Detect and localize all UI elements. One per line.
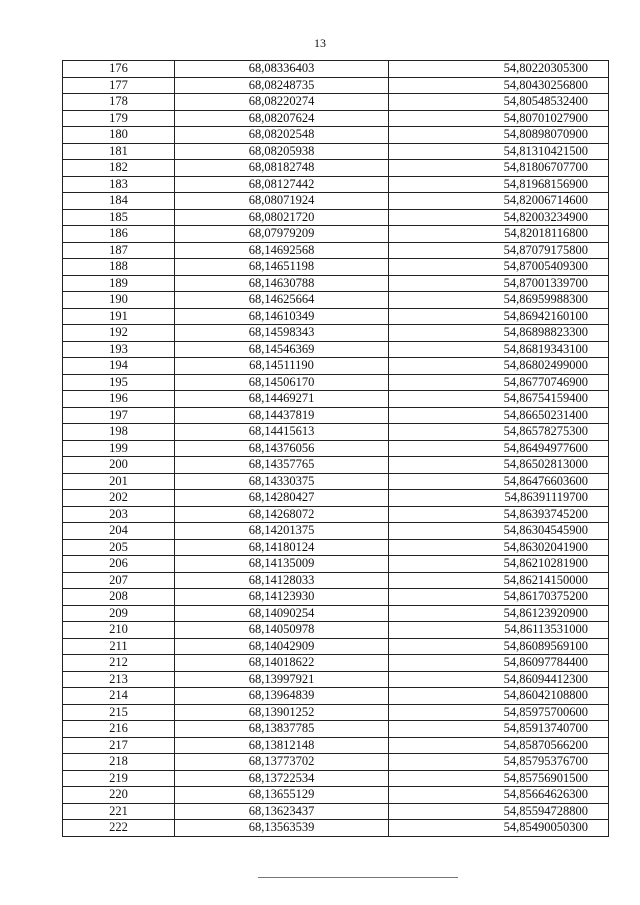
- table-row: [63, 61, 609, 78]
- point-number-cell: 209: [63, 605, 175, 622]
- point-number-cell: 188: [63, 259, 175, 276]
- coordinates-table: [62, 60, 609, 837]
- point-number-cell: 222: [63, 820, 175, 837]
- x-coordinate-cell: 68,14268072: [175, 506, 389, 523]
- y-coordinate-cell: 54,80430256800: [389, 77, 609, 94]
- point-number-cell: 203: [63, 506, 175, 523]
- table-row: [63, 325, 609, 342]
- point-number-cell: 220: [63, 787, 175, 804]
- x-coordinate-cell: 68,14598343: [175, 325, 389, 342]
- y-coordinate-cell: 54,85975700600: [389, 704, 609, 721]
- y-coordinate-cell: 54,86302041900: [389, 539, 609, 556]
- y-coordinate-cell: 54,82018116800: [389, 226, 609, 243]
- y-coordinate-cell: 54,85913740700: [389, 721, 609, 738]
- x-coordinate-cell: 68,14610349: [175, 308, 389, 325]
- y-coordinate-cell: 54,86094412300: [389, 671, 609, 688]
- table-row: [63, 605, 609, 622]
- table-row: [63, 358, 609, 375]
- point-number-cell: 192: [63, 325, 175, 342]
- point-number-cell: 193: [63, 341, 175, 358]
- point-number-cell: 186: [63, 226, 175, 243]
- y-coordinate-cell: 54,86898823300: [389, 325, 609, 342]
- point-number-cell: 189: [63, 275, 175, 292]
- table-row: [63, 424, 609, 441]
- point-number-cell: 199: [63, 440, 175, 457]
- y-coordinate-cell: 54,86770746900: [389, 374, 609, 391]
- table-row: [63, 308, 609, 325]
- y-coordinate-cell: 54,86097784400: [389, 655, 609, 672]
- y-coordinate-cell: 54,81968156900: [389, 176, 609, 193]
- x-coordinate-cell: 68,13773702: [175, 754, 389, 771]
- y-coordinate-cell: 54,85490050300: [389, 820, 609, 837]
- y-coordinate-cell: 54,85795376700: [389, 754, 609, 771]
- point-number-cell: 190: [63, 292, 175, 309]
- point-number-cell: 214: [63, 688, 175, 705]
- y-coordinate-cell: 54,86042108800: [389, 688, 609, 705]
- x-coordinate-cell: 68,13563539: [175, 820, 389, 837]
- footer-divider: [258, 877, 458, 878]
- x-coordinate-cell: 68,14376056: [175, 440, 389, 457]
- y-coordinate-cell: 54,86391119700: [389, 490, 609, 507]
- table-row: [63, 193, 609, 210]
- y-coordinate-cell: 54,85870566200: [389, 737, 609, 754]
- y-coordinate-cell: 54,86502813000: [389, 457, 609, 474]
- y-coordinate-cell: 54,86476603600: [389, 473, 609, 490]
- table-row: [63, 770, 609, 787]
- y-coordinate-cell: 54,87079175800: [389, 242, 609, 259]
- table-row: [63, 127, 609, 144]
- point-number-cell: 202: [63, 490, 175, 507]
- y-coordinate-cell: 54,87001339700: [389, 275, 609, 292]
- table-row: [63, 209, 609, 226]
- x-coordinate-cell: 68,13837785: [175, 721, 389, 738]
- y-coordinate-cell: 54,86494977600: [389, 440, 609, 457]
- point-number-cell: 185: [63, 209, 175, 226]
- table-row: [63, 704, 609, 721]
- y-coordinate-cell: 54,86123920900: [389, 605, 609, 622]
- table-row: [63, 440, 609, 457]
- x-coordinate-cell: 68,14201375: [175, 523, 389, 540]
- table-row: [63, 523, 609, 540]
- table-row: [63, 490, 609, 507]
- y-coordinate-cell: 54,86089569100: [389, 638, 609, 655]
- table-row: [63, 688, 609, 705]
- x-coordinate-cell: 68,14546369: [175, 341, 389, 358]
- point-number-cell: 200: [63, 457, 175, 474]
- y-coordinate-cell: 54,86754159400: [389, 391, 609, 408]
- point-number-cell: 201: [63, 473, 175, 490]
- point-number-cell: 183: [63, 176, 175, 193]
- y-coordinate-cell: 54,86802499000: [389, 358, 609, 375]
- x-coordinate-cell: 68,13655129: [175, 787, 389, 804]
- x-coordinate-cell: 68,13812148: [175, 737, 389, 754]
- x-coordinate-cell: 68,14135009: [175, 556, 389, 573]
- x-coordinate-cell: 68,13997921: [175, 671, 389, 688]
- point-number-cell: 212: [63, 655, 175, 672]
- point-number-cell: 198: [63, 424, 175, 441]
- table-row: [63, 787, 609, 804]
- x-coordinate-cell: 68,14511190: [175, 358, 389, 375]
- table-row: [63, 77, 609, 94]
- table-row: [63, 655, 609, 672]
- x-coordinate-cell: 68,14357765: [175, 457, 389, 474]
- table-row: [63, 341, 609, 358]
- point-number-cell: 195: [63, 374, 175, 391]
- table-row: [63, 259, 609, 276]
- x-coordinate-cell: 68,08182748: [175, 160, 389, 177]
- y-coordinate-cell: 54,86210281900: [389, 556, 609, 573]
- point-number-cell: 219: [63, 770, 175, 787]
- x-coordinate-cell: 68,13722534: [175, 770, 389, 787]
- y-coordinate-cell: 54,86578275300: [389, 424, 609, 441]
- x-coordinate-cell: 68,08220274: [175, 94, 389, 111]
- x-coordinate-cell: 68,13623437: [175, 803, 389, 820]
- point-number-cell: 204: [63, 523, 175, 540]
- table-row: [63, 721, 609, 738]
- x-coordinate-cell: 68,08207624: [175, 110, 389, 127]
- table-row: [63, 473, 609, 490]
- point-number-cell: 206: [63, 556, 175, 573]
- y-coordinate-cell: 54,86170375200: [389, 589, 609, 606]
- x-coordinate-cell: 68,14469271: [175, 391, 389, 408]
- point-number-cell: 180: [63, 127, 175, 144]
- x-coordinate-cell: 68,08248735: [175, 77, 389, 94]
- x-coordinate-cell: 68,08205938: [175, 143, 389, 160]
- point-number-cell: 215: [63, 704, 175, 721]
- point-number-cell: 181: [63, 143, 175, 160]
- point-number-cell: 211: [63, 638, 175, 655]
- y-coordinate-cell: 54,80220305300: [389, 61, 609, 78]
- x-coordinate-cell: 68,13964839: [175, 688, 389, 705]
- table-row: [63, 539, 609, 556]
- y-coordinate-cell: 54,85756901500: [389, 770, 609, 787]
- table-row: [63, 572, 609, 589]
- table-row: [63, 94, 609, 111]
- table-row: [63, 820, 609, 837]
- table-row: [63, 671, 609, 688]
- table-row: [63, 275, 609, 292]
- table-row: [63, 506, 609, 523]
- point-number-cell: 218: [63, 754, 175, 771]
- table-row: [63, 803, 609, 820]
- point-number-cell: 179: [63, 110, 175, 127]
- x-coordinate-cell: 68,14692568: [175, 242, 389, 259]
- x-coordinate-cell: 68,14050978: [175, 622, 389, 639]
- y-coordinate-cell: 54,81806707700: [389, 160, 609, 177]
- point-number-cell: 194: [63, 358, 175, 375]
- table-row: [63, 292, 609, 309]
- table-row: [63, 589, 609, 606]
- point-number-cell: 210: [63, 622, 175, 639]
- table-row: [63, 638, 609, 655]
- point-number-cell: 187: [63, 242, 175, 259]
- x-coordinate-cell: 68,08021720: [175, 209, 389, 226]
- point-number-cell: 208: [63, 589, 175, 606]
- point-number-cell: 177: [63, 77, 175, 94]
- y-coordinate-cell: 54,80701027900: [389, 110, 609, 127]
- x-coordinate-cell: 68,14180124: [175, 539, 389, 556]
- x-coordinate-cell: 68,08071924: [175, 193, 389, 210]
- point-number-cell: 205: [63, 539, 175, 556]
- y-coordinate-cell: 54,86113531000: [389, 622, 609, 639]
- table-row: [63, 391, 609, 408]
- x-coordinate-cell: 68,14506170: [175, 374, 389, 391]
- y-coordinate-cell: 54,86650231400: [389, 407, 609, 424]
- point-number-cell: 213: [63, 671, 175, 688]
- x-coordinate-cell: 68,14042909: [175, 638, 389, 655]
- y-coordinate-cell: 54,86304545900: [389, 523, 609, 540]
- table-row: [63, 226, 609, 243]
- point-number-cell: 182: [63, 160, 175, 177]
- point-number-cell: 196: [63, 391, 175, 408]
- x-coordinate-cell: 68,14280427: [175, 490, 389, 507]
- table-row: [63, 407, 609, 424]
- point-number-cell: 178: [63, 94, 175, 111]
- table-row: [63, 374, 609, 391]
- y-coordinate-cell: 54,82003234900: [389, 209, 609, 226]
- table-row: [63, 556, 609, 573]
- y-coordinate-cell: 54,86959988300: [389, 292, 609, 309]
- y-coordinate-cell: 54,80548532400: [389, 94, 609, 111]
- x-coordinate-cell: 68,14437819: [175, 407, 389, 424]
- table-row: [63, 143, 609, 160]
- y-coordinate-cell: 54,86819343100: [389, 341, 609, 358]
- x-coordinate-cell: 68,14128033: [175, 572, 389, 589]
- page-number: 13: [314, 36, 326, 50]
- y-coordinate-cell: 54,87005409300: [389, 259, 609, 276]
- table-row: [63, 737, 609, 754]
- point-number-cell: 184: [63, 193, 175, 210]
- x-coordinate-cell: 68,14625664: [175, 292, 389, 309]
- x-coordinate-cell: 68,14630788: [175, 275, 389, 292]
- y-coordinate-cell: 54,86214150000: [389, 572, 609, 589]
- y-coordinate-cell: 54,85594728800: [389, 803, 609, 820]
- y-coordinate-cell: 54,82006714600: [389, 193, 609, 210]
- y-coordinate-cell: 54,80898070900: [389, 127, 609, 144]
- x-coordinate-cell: 68,08336403: [175, 61, 389, 78]
- table-row: [63, 160, 609, 177]
- x-coordinate-cell: 68,14415613: [175, 424, 389, 441]
- point-number-cell: 176: [63, 61, 175, 78]
- y-coordinate-cell: 54,86942160100: [389, 308, 609, 325]
- point-number-cell: 197: [63, 407, 175, 424]
- table-row: [63, 622, 609, 639]
- x-coordinate-cell: 68,07979209: [175, 226, 389, 243]
- table-row: [63, 457, 609, 474]
- y-coordinate-cell: 54,85664626300: [389, 787, 609, 804]
- x-coordinate-cell: 68,08202548: [175, 127, 389, 144]
- table-row: [63, 754, 609, 771]
- coordinates-table-body: [63, 61, 609, 837]
- x-coordinate-cell: 68,14651198: [175, 259, 389, 276]
- table-row: [63, 242, 609, 259]
- point-number-cell: 221: [63, 803, 175, 820]
- y-coordinate-cell: 54,81310421500: [389, 143, 609, 160]
- point-number-cell: 217: [63, 737, 175, 754]
- y-coordinate-cell: 54,86393745200: [389, 506, 609, 523]
- point-number-cell: 191: [63, 308, 175, 325]
- x-coordinate-cell: 68,14330375: [175, 473, 389, 490]
- point-number-cell: 207: [63, 572, 175, 589]
- x-coordinate-cell: 68,14018622: [175, 655, 389, 672]
- table-row: [63, 110, 609, 127]
- x-coordinate-cell: 68,14090254: [175, 605, 389, 622]
- point-number-cell: 216: [63, 721, 175, 738]
- x-coordinate-cell: 68,13901252: [175, 704, 389, 721]
- x-coordinate-cell: 68,08127442: [175, 176, 389, 193]
- table-row: [63, 176, 609, 193]
- x-coordinate-cell: 68,14123930: [175, 589, 389, 606]
